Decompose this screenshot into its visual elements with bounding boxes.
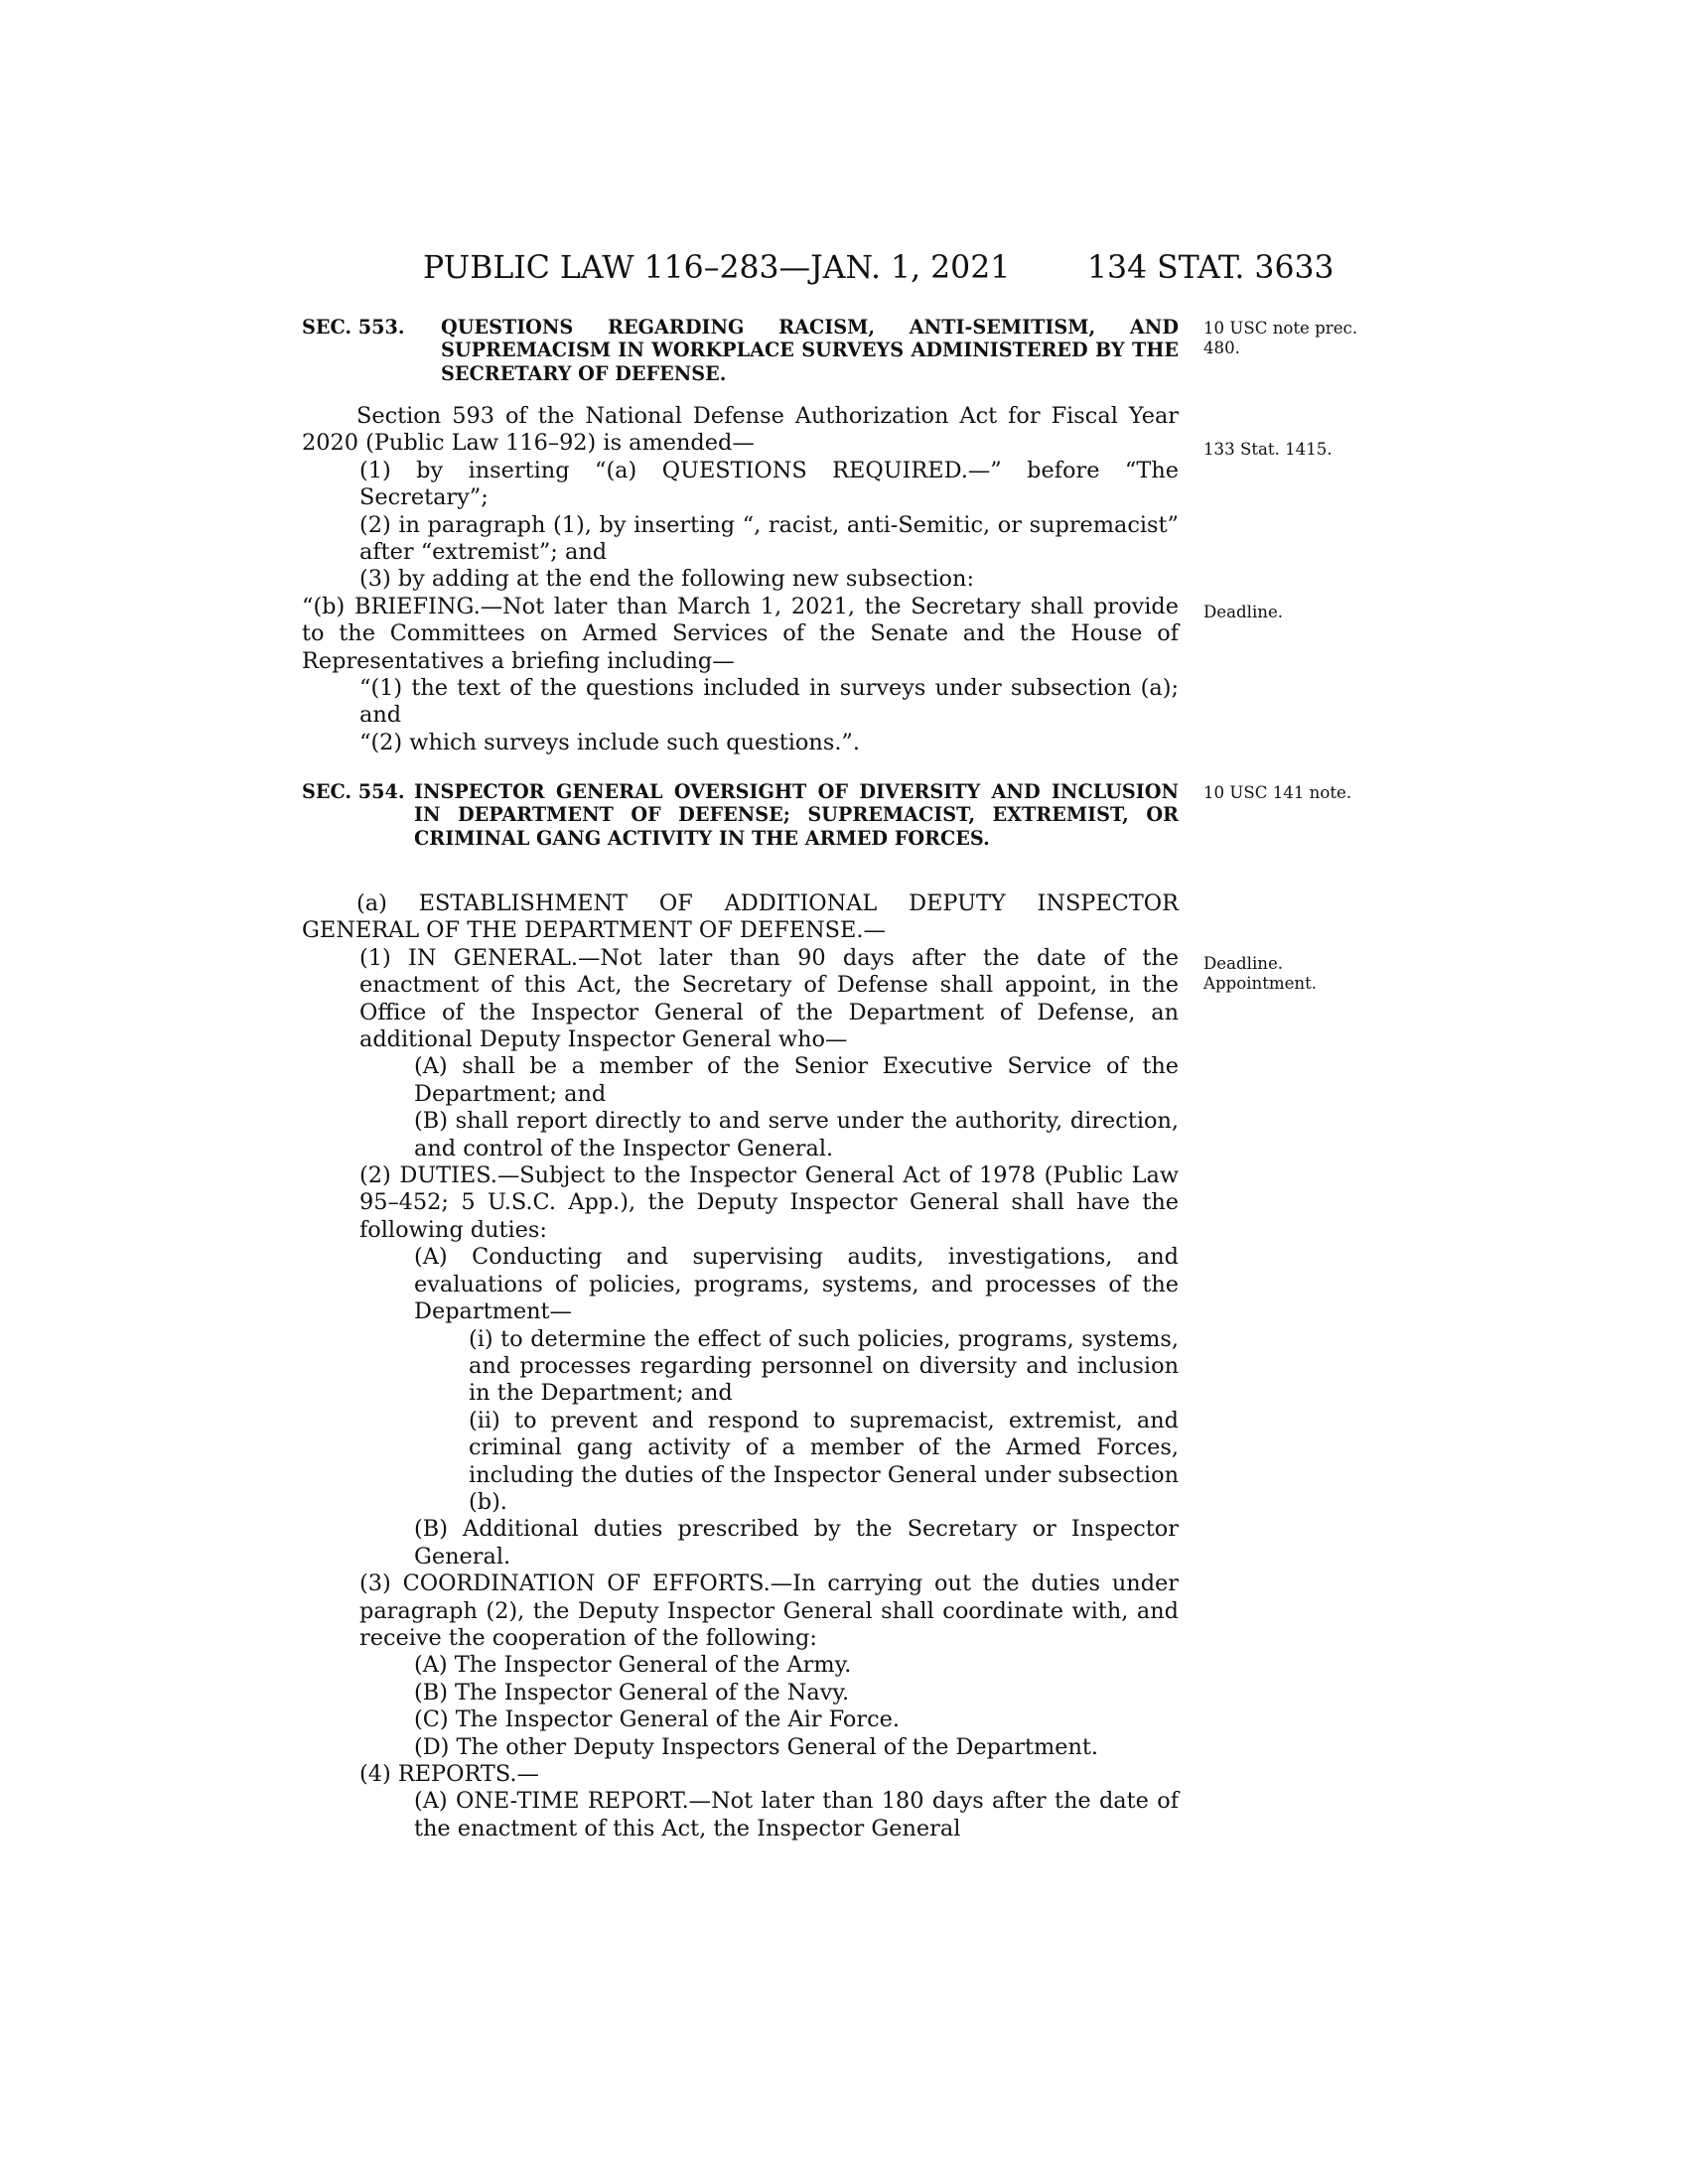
section-553-briefing: “(b) BRIEFING.—Not later than March 1, 2021, the Secretary shall provide to the Committees on Armed Services of the Senate and the House of Representatives a briefing including— (302, 593, 1179, 674)
section-553-body (302, 403, 1179, 756)
paragraph-a1B: (B) shall report directly to and serve under the authority, direction, and control of the Inspector General. (414, 1108, 1179, 1161)
margin-note-deadline-1: Deadline. (1203, 603, 1284, 621)
margin-note-usc-554: 10 USC 141 note. (1203, 783, 1352, 802)
margin-note-stat-1415: 133 Stat. 1415. (1203, 440, 1333, 459)
margin-note-deadline-appointment: Deadline. Appointment. (1203, 954, 1318, 993)
paragraph-a2A: (A) Conducting and supervising audits, investigations, and evaluations of policies, programs, systems, and processes of the Department— (414, 1244, 1179, 1325)
paragraph-a3B: (B) The Inspector General of the Navy. (414, 1679, 850, 1706)
section-553-intro: Section 593 of the National Defense Authorization Act for Fiscal Year 2020 (Public Law 116–92) is amended— (302, 403, 1179, 457)
section-553-heading (302, 316, 1179, 385)
section-553-briefing-item-2: “(2) which surveys include such questions.”. (359, 729, 860, 755)
section-554-number: SEC. 554. (302, 780, 405, 803)
clause-a2Ai: (i) to determine the effect of such policies, programs, systems, and processes regarding personnel on diversity and inclusion in the Department; and (469, 1325, 1179, 1407)
section-553-briefing-item-1: “(1) the text of the questions included in surveys under subsection (a); and (359, 675, 1179, 729)
margin-note-usc-553: 10 USC note prec. 480. (1203, 319, 1358, 357)
paragraph-a2B: (B) Additional duties prescribed by the Secretary or Inspector General. (414, 1516, 1179, 1570)
section-554-heading (302, 780, 1179, 850)
section-553-number: SEC. 553. (302, 316, 405, 339)
section-553-item-1: (1) by inserting “(a) QUESTIONS REQUIRED.—” before “The Secretary”; (359, 457, 1179, 511)
section-553-title: QUESTIONS REGARDING RACISM, ANTI-SEMITISM, AND SUPREMACISM IN WORKPLACE SURVEYS ADMINISTERED BY THE SECRETARY OF DEFENSE. (441, 316, 1179, 385)
subsection-a-heading: (a) ESTABLISHMENT OF ADDITIONAL DEPUTY INSPECTOR GENERAL OF THE DEPARTMENT OF DEFENSE.— (302, 890, 1179, 944)
running-header-page: 134 STAT. 3633 (1087, 250, 1335, 286)
section-554-body (302, 890, 1179, 1843)
paragraph-a3D: (D) The other Deputy Inspectors General of the Department. (414, 1733, 1099, 1760)
running-header-title: PUBLIC LAW 116–283—JAN. 1, 2021 (423, 250, 1011, 286)
paragraph-a2: (2) DUTIES.—Subject to the Inspector General Act of 1978 (Public Law 95–452; 5 U.S.C. App.), the Deputy Inspector General shall have the following duties: (359, 1162, 1179, 1243)
section-553-item-2: (2) in paragraph (1), by inserting “, racist, anti-Semitic, or supremacist” after “extremist”; and (359, 511, 1179, 566)
paragraph-a3: (3) COORDINATION OF EFFORTS.—In carrying out the duties under paragraph (2), the Deputy Inspector General shall coordinate with, and receive the cooperation of the following: (359, 1570, 1179, 1651)
section-553-item-3: (3) by adding at the end the following new subsection: (359, 566, 974, 593)
paragraph-a4A: (A) ONE-TIME REPORT.—Not later than 180 days after the date of the enactment of this Act, the Inspector General (414, 1788, 1179, 1842)
paragraph-a1: (1) IN GENERAL.—Not later than 90 days after the date of the enactment of this Act, the Secretary of Defense shall appoint, in the Office of the Inspector General of the Department of Defense, an additional Deputy Inspector General who— (359, 944, 1179, 1053)
paragraph-a1A: (A) shall be a member of the Senior Executive Service of the Department; and (414, 1053, 1179, 1107)
paragraph-a4: (4) REPORTS.— (359, 1761, 539, 1787)
paragraph-a3A: (A) The Inspector General of the Army. (414, 1652, 852, 1679)
paragraph-a3C: (C) The Inspector General of the Air Force. (414, 1706, 900, 1733)
section-554-title: INSPECTOR GENERAL OVERSIGHT OF DIVERSITY AND INCLUSION IN DEPARTMENT OF DEFENSE; SUPREMACIST, EXTREMIST, OR CRIMINAL GANG ACTIVITY IN THE ARMED FORCES. (414, 780, 1179, 850)
clause-a2Aii: (ii) to prevent and respond to supremacist, extremist, and criminal gang activity of a member of the Armed Forces, including the duties of the Inspector General under subsection (b). (469, 1407, 1179, 1515)
